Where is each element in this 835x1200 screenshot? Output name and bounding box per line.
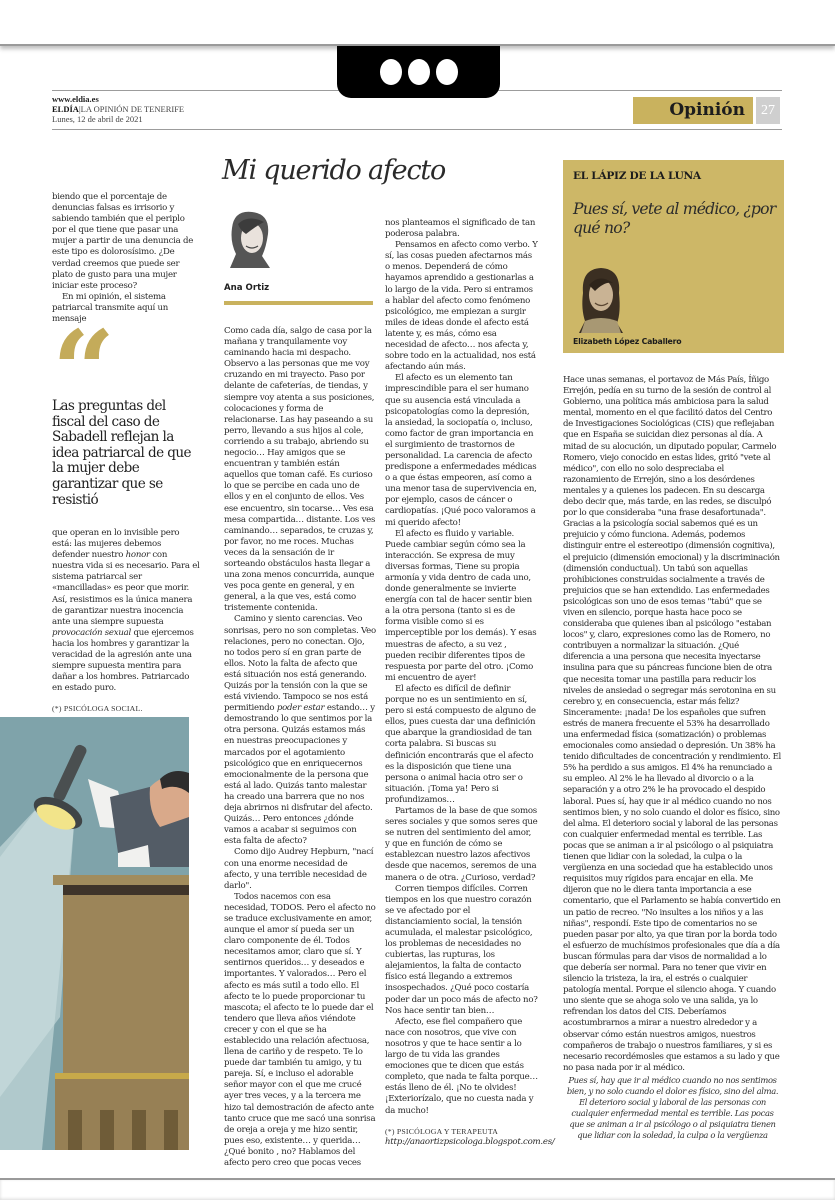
paragraph: Hace unas semanas, el portavoz de Más País, Íñigo Errejón, pedía en su turno de la sesión de control al Gobierno, una política más ambiciosa para la salud mental, momento en el que facilitó datos del Centro de Investigaciones Sociológicas (CIS) que reflejaban que en España se suicidan diez personas al día. A mitad de su alocución, un diputado popular, Carmelo Romero, viejo conocido en estas lides, gritó "vete al médico", con ello no solo despreciaba el razonamiento de Errejón, sino a los desórdenes mentales y a quienes los padecen. En su descarga debo decir que, más tarde, en las redes, se disculpó por lo que consideraba "una frase desafortunada". Gracias a la psicología social sabemos qué es un prejuicio y cómo funciona. Además, podemos distinguir entre el estereotipo (dimensión cognitiva), el prejuicio (dimensión emocional) y la discriminación (dimensión conductual). Un tabú son aquellas prohibiciones construidas socialmente a través de prejuicios que se han extendido. Las enfermedades psicológicas son uno de esos temas "tabú" que se viven en silencio, porque hasta hace poco se consideraba que quienes iban al psicólogo "estaban locos" y, claro, expresiones como las de Romero, no contribuyen a normalizar la situación. ¿Qué diferencia a una persona que necesita inyectarse insulina para que su páncreas funcione bien de otra que necesita tomar una pastilla para reducir los niveles de ansiedad o segregar más serotonina en su cerebro y, en consecuencia, estar más feliz? Sinceramente: ¡nada! De los españoles que sufren estrés de manera frecuente el 53% ha desarrollado una enfermedad física (somatización) o problemas emocionales como ansiedad o depresión. Un 38% ha tenido dificultades de concentración y rendimiento. El 5% ha perdido a sus amigos. El 4% ha renunciado a su empleo. Al 2% le ha llevado al divorcio o a la separación y a otro 2% le ha provocado el despido laboral. Pues sí, hay que ir al médico cuando no nos sentimos bien, y no solo cuando el dolor es físico, sino del alma. El deterioro social y laboral de las personas con cualquier enfermedad mental es terrible. Las pocas que se animan a ir al psicólogo o al psiquiatra tienen que lidiar con la soledad, la culpa o la vergüenza en una sociedad que ha establecido unos requisitos muy rígidos para encajar en ella. Me dijeron que no le diera tanta importancia a ese comentario, que el Parlamento se había convertido en un patio de recreo. "No insultes a los niños y a las niñas", respondí. Este tipo de comentarios no se pueden pasar por alto, ya que tiran por la borda todo el esfuerzo de muchísimos profesionales que día a día buscan fórmulas para dar visos de normalidad a lo que debería ser normal. Para no tener que vivir en silencio la tristeza, la ira, el estrés o cualquier patología mental. Porque el silencio ahoga. Y cuando uno siente que se ahoga solo ve una salida, ya lo refrendan los datos del CIS. Deberíamos acostumbrarnos a mirar a nuestro alrededor y a observar cómo están nuestros amigos, nuestros compañeros de trabajo o nuestros familiares, y si es necesario recordémosles que estamos a su lado y que no pasa nada por ir al médico. xyxy=(563,375,781,1073)
main-article-column-1 xyxy=(224,326,376,1169)
main-article-column-2 xyxy=(385,218,555,1148)
judge-illustration xyxy=(0,717,189,1150)
paragraph xyxy=(224,614,376,847)
text-run: Camino y siento carencias. Veo sonrisas, pero no son completas. Veo relaciones, pero no conectan. Ojo, no todos pero sí en gran parte de ellos. Noto la falta de afecto que está situación nos está generando. Quizás por la tensión con la que se está viviendo. Tampoco se nos está permitiendo xyxy=(224,614,376,714)
masthead-bottom-rule xyxy=(52,129,782,130)
column-kicker: EL LÁPIZ DE LA LUNA xyxy=(573,170,701,182)
paragraph: El afecto es fluido y variable. Puede cambiar según cómo sea la interacción. Se expresa de muy diversas formas, Tiene su propia armonía y vida dentro de cada uno, donde generalmente se invierte energía con tal de hacer sentir bien a la otra persona (tanto si es de forma visible como si es imperceptible por los demás). Y esas muestras de afecto, a su vez , pueden recibir diferentes tipos de respuesta por parte del otro. ¡Como mi encuentro de ayer! xyxy=(385,528,537,683)
section-badge: Opinión xyxy=(633,97,753,124)
paragraph: En mi opinión, el sistema patriarcal transmite aquí un mensaje xyxy=(52,291,169,325)
column-header-box xyxy=(563,160,784,353)
viewer-bottom-edge xyxy=(0,1178,835,1200)
text-run: que operan en lo invisible pero está: las mujeres debemos defender nuestro xyxy=(52,528,180,561)
paragraph: El afecto es difícil de definir porque no es un sentimiento en sí, pero si está compuesto de alguno de ellos, pues cuesta dar una definición que abarque la grandiosidad de tan corta palabra. Si buscas su definición encontrarás que el afecto es la disposición que tiene una persona o animal hacia otro ser o situación. ¡Toma ya! Pero si profundizamos… xyxy=(385,683,536,805)
column-title: Pues sí, vete al médico, ¿por qué no? xyxy=(573,200,776,237)
emphasis: poder estar xyxy=(276,703,325,714)
columnist-photo xyxy=(575,263,627,333)
paragraph: Como cada día, salgo de casa por la mañana y tranquilamente voy caminando hacia mi despacho. Observo a las personas que me voy cruzando en mi trayecto. Paso por delante de cafeterías, de tiendas, y siempre voy atenta a sus posiciones, colocaciones y forma de relacionarse. Las hay paseando a su perro, llevando a sus hijos al cole, corriendo a su trabajo, abriendo su negocio… Hay amigos que se encuentran y también están aquellos que toman café. Es curioso lo que se percibe en cada uno de ellos y en el conjunto de ellos. Ves ese encuentro, sin tocarse… Ves esa mesa compartida… distante. Los ves caminando… separados, te cruzas y, por favor, no me roces. Muchas veces da la sensación de ir sorteando obstáculos hasta llegar a una zona menos concurrida, aunque ves poca gente en general, y en general, a la que ves, está como tristemente contenida. xyxy=(224,326,376,614)
author-portrait-image xyxy=(226,208,274,270)
masthead-date: Lunes, 12 de abril de 2021 xyxy=(52,114,143,124)
text-run: que ejercemos hacia los hombres y garantizar la veracidad de la agresión ante una siempre supuesta mentira para dañar a los hombres. Patriarcado en estado puro. xyxy=(52,627,194,694)
masthead-brand xyxy=(52,104,184,114)
columnist-name: Elizabeth López Caballero xyxy=(573,337,682,346)
emphasis: honor xyxy=(125,550,150,561)
paragraph: El afecto es un elemento tan imprescindible para el ser humano que su ausencia está vinculada a psicopatologías como la depresión, la ansiedad, la sociopatía o, incluso, como factor de gran importancia en el surgimiento de trastornos de personalidad. La carencia de afecto predispone a enfermedades médicas o a que éstas empeoren, así como a una menor tasa de supervivencia en, por ejemplo, casos de cáncer o cardiopatías. ¡Qué poco valoramos a mi querido afecto! xyxy=(385,373,537,528)
text-run: estando… y demostrando lo que sentimos por la otra persona. Quizás estamos más en nuestras preocupaciones y marcados por el agotamiento psicológico que en enriquecernos emocionalmente de la persona que está al lado. Quizás tanto malestar ha creado una barrera que no nos deja abrirnos ni disfrutar del afecto. Quizás… Pero entonces ¿dónde vamos a acabar si seguimos con esta falta de afecto? xyxy=(224,703,375,847)
more-options-button[interactable] xyxy=(337,46,500,98)
signature-line: (*) PSICÓLOGA SOCIAL. xyxy=(52,704,143,714)
brand-name: ELDÍA xyxy=(52,104,79,114)
paragraph: Corren tiempos difíciles. Corren tiempos en los que nuestro corazón se ve afectado por el distanciamiento social, la tensión acumulada, el malestar psicológico, los problemas de necesidades no cubiertas, las rupturas, los alejamientos, la falta de contacto físico está llegando a extremos insospechados. ¿Qué poco costaría poder dar un poco más de afecto no? Nos hace sentir tan bien… xyxy=(385,883,538,1016)
judge-flashlight-image xyxy=(0,717,189,1150)
more-dots-icon xyxy=(380,59,402,85)
article-title: Mi querido afecto xyxy=(222,155,446,186)
closing-pull-quote: Pues sí, hay que ir al médico cuando no nos sentimos bien, y no solo cuando el dolor es físico, sino del alma. El deterioro social y laboral de las personas con cualquier enfermedad mental es terrible. Las pocas que se animan a ir al psicólogo o al psiquiatra tienen que lidiar con la soledad, la culpa o la vergüenza xyxy=(566,1075,779,1140)
paragraph: nos planteamos el significado de tan poderosa palabra. xyxy=(385,218,536,240)
quote-mark-icon xyxy=(52,316,115,376)
paragraph xyxy=(52,528,200,694)
paragraph: Partamos de la base de que somos seres sociales y que somos seres que se nutren del sentimiento del amor, y que en función de cómo se establezcan nuestro lazos afectivos desde que nacemos, seremos de una manera o de otra. ¿Curioso, verdad? xyxy=(385,805,538,883)
columnist-portrait-image xyxy=(575,263,627,333)
masthead-url[interactable]: www.eldia.es xyxy=(52,94,99,104)
author-blog-link[interactable]: http://anaortizpsicologa.blogspot.com.es/ xyxy=(385,1136,555,1147)
left-article-bottom xyxy=(52,528,200,725)
author-divider xyxy=(224,301,373,305)
right-article-body xyxy=(563,375,781,1074)
paragraph: Todos nacemos con esa necesidad, TODOS. Pero el afecto no se traduce exclusivamente en amor, aunque el amor sí pueda ser un claro componente de él. Todos necesitamos amor, claro que sí. Y sentirnos queridos… y deseados e importantes. Y valorados… Pero el afecto es más sutil a todo ello. El afecto te lo puede proporcionar tu mascota; el afecto te lo puede dar el tendero que lleva años viéndote crecer y con el que se ha establecido una relación afectuosa, llena de cariño y de respeto. Te lo puede dar también tu amigo, y tu pareja. Sí, e incluso el adorable señor mayor con el que me crucé ayer tres veces, y a la tercera me hizo tal demostración de afecto ante tanto cruce que me sacó una sonrisa de oreja a oreja y me hizo sentir, pues eso, existente… y querida… ¿Qué bonito , no? Hablamos del afecto pero creo que pocas veces xyxy=(224,891,376,1169)
page-number: 27 xyxy=(756,97,780,124)
paragraph: Como dijo Audrey Hepburn, "nací con una enorme necesidad de afecto, y una terrible necesidad de darlo". xyxy=(224,847,374,891)
paragraph: biendo que el porcentaje de denuncias falsas es irrisorio y sabiendo también que el periplo por el que tiene que pasar una mujer a partir de una denuncia de este tipo es dolorosísimo. ¿De verdad creemos que puede ser plato de gusto para una mujer iniciar este proceso? xyxy=(52,192,194,291)
text-run: con nuestra vida si es necesario. Para el sistema patriarcal ser «mancilladas» es peor que morir. Así, resistimos es la única manera de garantizar nuestra inocencia ante una siempre supuesta xyxy=(52,550,200,627)
author-name: Ana Ortiz xyxy=(224,283,270,293)
author-photo xyxy=(226,208,274,270)
author-signature: (*) PSICÓLOGA Y TERAPEUTA xyxy=(385,1126,499,1136)
masthead xyxy=(52,94,184,124)
brand-subtitle: |LA OPINIÓN DE TENERIFE xyxy=(78,104,185,114)
more-dots-icon xyxy=(436,59,458,85)
pull-quote: Las preguntas del fiscal del caso de Sabadell reflejan la idea patriarcal de que la mujer debe garantizar que se resistió xyxy=(52,398,191,508)
left-article-top xyxy=(52,192,200,325)
more-dots-icon xyxy=(408,59,430,85)
paragraph: Pensamos en afecto como verbo. Y sí, las cosas pueden afectarnos más o menos. Dependerá de cómo hayamos aprendido a gestionarlas a lo largo de la vida. Pero si entramos a hablar del afecto como fenómeno psicológico, me empiezan a surgir miles de ideas donde el afecto está latente y, es más, cómo esa necesidad de afecto… nos afecta y, sobre todo en la actualidad, nos está afectando aún más. xyxy=(385,240,538,373)
viewer-top-edge xyxy=(0,0,835,46)
emphasis: provocación sexual xyxy=(52,627,131,638)
paragraph: Afecto, ese fiel compañero que nace con nosotros, que vive con nosotros y que te hace sentir a lo largo de tu vida las grandes emociones que te dicen que estás completo, que nada te falta porque… estás lleno de él. ¡No te olvides! ¡Exteriorízalo, que no cuesta nada y da mucho! xyxy=(385,1016,538,1116)
